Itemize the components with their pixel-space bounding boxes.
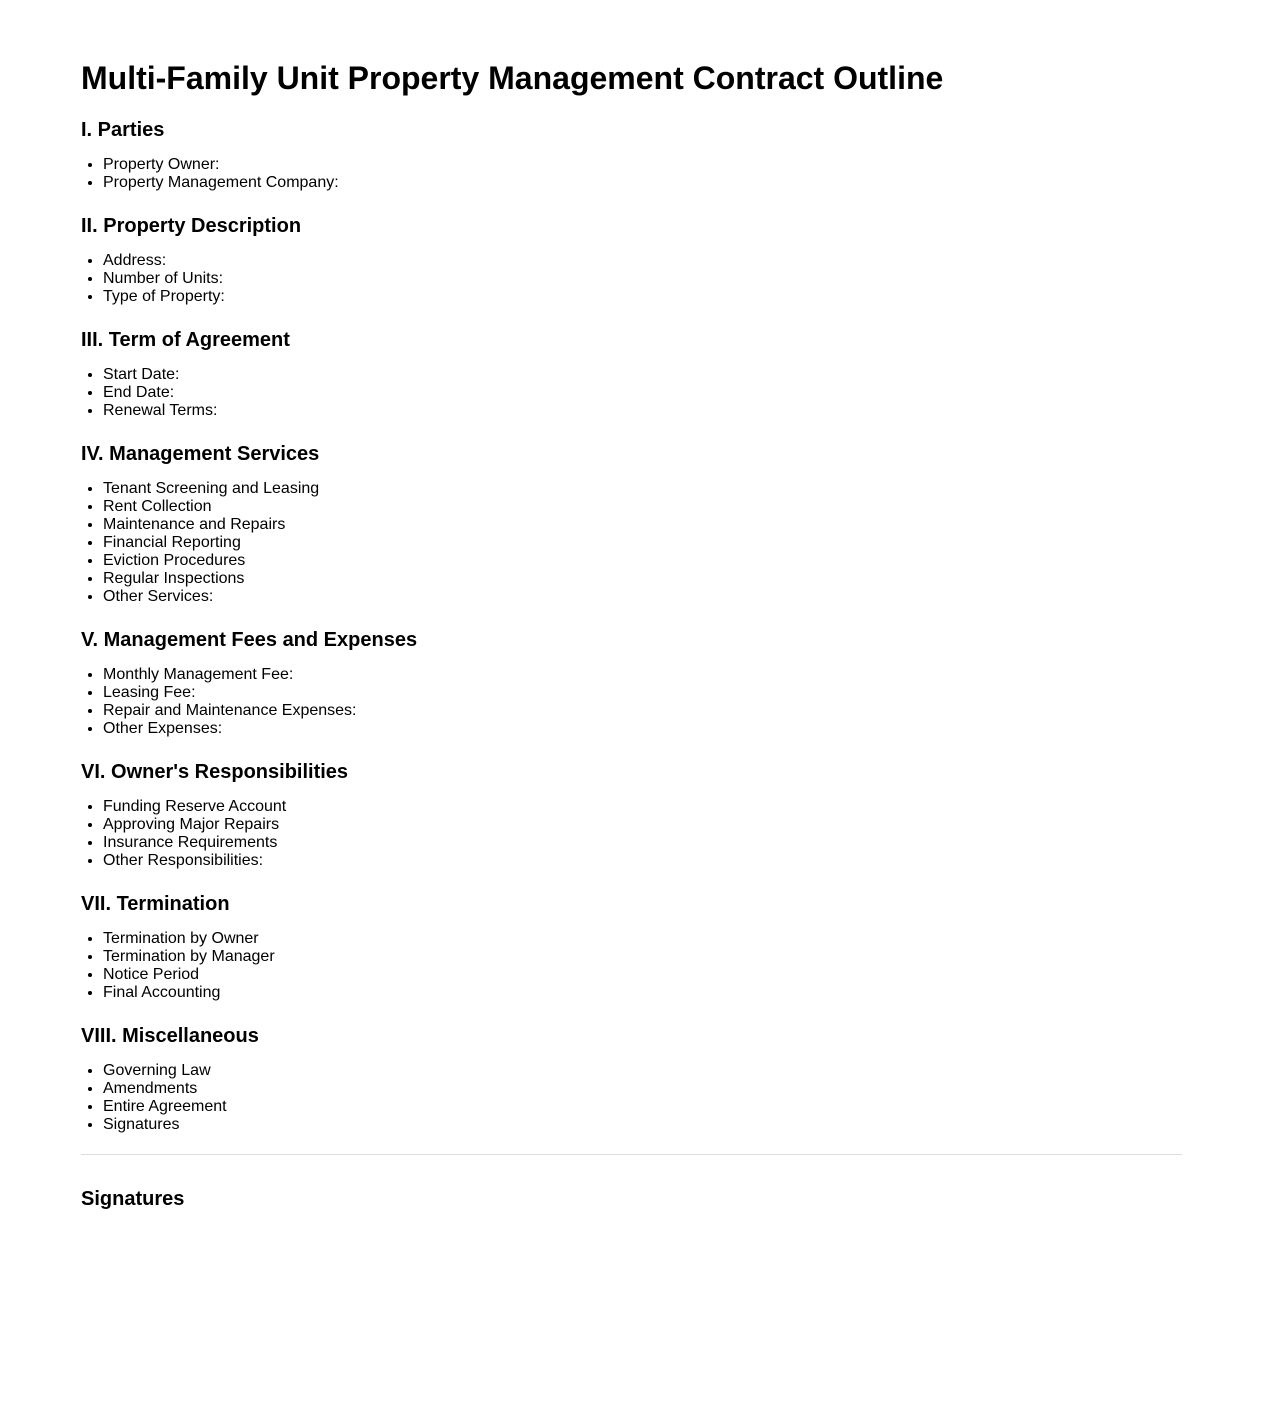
list-item: • Repair and Maintenance Expenses: — [103, 702, 1182, 720]
list-item: • Start Date: — [103, 366, 1182, 384]
list-item: • Notice Period — [103, 966, 1182, 984]
list-item: • Entire Agreement — [103, 1098, 1182, 1116]
list-item: • Termination by Manager — [103, 948, 1182, 966]
item-list — [81, 930, 1182, 1002]
list-item: • Funding Reserve Account — [103, 798, 1182, 816]
list-item: • Insurance Requirements — [103, 834, 1182, 852]
list-item: • Signatures — [103, 1116, 1182, 1134]
section-heading: II. Property Description — [81, 215, 302, 237]
section-miscellaneous — [81, 1022, 1182, 1134]
section-heading: VI. Owner's Responsibilities — [81, 761, 349, 783]
list-item: • Other Responsibilities: — [103, 852, 1182, 870]
list-item: • End Date: — [103, 384, 1182, 402]
list-item: • Maintenance and Repairs — [103, 516, 1182, 534]
list-item: • Rent Collection — [103, 498, 1182, 516]
section-fees-and-expenses — [81, 626, 1182, 738]
list-item: • Amendments — [103, 1080, 1182, 1098]
item-list — [81, 156, 1182, 192]
section-heading: I. Parties — [81, 119, 165, 141]
item-list — [81, 252, 1182, 306]
section-heading: IV. Management Services — [81, 443, 320, 465]
list-item: • Termination by Owner — [103, 930, 1182, 948]
list-item: • Regular Inspections — [103, 570, 1182, 588]
signatures-heading: Signatures — [81, 1188, 185, 1210]
divider — [81, 1154, 1182, 1155]
section-heading: III. Term of Agreement — [81, 329, 290, 351]
list-item: • Final Accounting — [103, 984, 1182, 1002]
item-list — [81, 480, 1182, 606]
list-item: • Property Management Company: — [103, 174, 1182, 192]
list-item: • Renewal Terms: — [103, 402, 1182, 420]
section-management-services — [81, 440, 1182, 606]
list-item: • Approving Major Repairs — [103, 816, 1182, 834]
list-item: • Property Owner: — [103, 156, 1182, 174]
section-owner-responsibilities — [81, 758, 1182, 870]
list-item: • Other Expenses: — [103, 720, 1182, 738]
list-item: • Address: — [103, 252, 1182, 270]
section-term-of-agreement — [81, 326, 1182, 420]
list-item: • Monthly Management Fee: — [103, 666, 1182, 684]
item-list — [81, 366, 1182, 420]
list-item: • Other Services: — [103, 588, 1182, 606]
section-parties — [81, 116, 1182, 192]
document — [81, 0, 1182, 1213]
section-termination — [81, 890, 1182, 1002]
list-item: • Governing Law — [103, 1062, 1182, 1080]
section-heading: VII. Termination — [81, 893, 230, 915]
section-heading: VIII. Miscellaneous — [81, 1025, 259, 1047]
item-list — [81, 798, 1182, 870]
list-item: • Leasing Fee: — [103, 684, 1182, 702]
page-title: Multi-Family Unit Property Management Contract Outline — [81, 60, 944, 96]
item-list — [81, 666, 1182, 738]
list-item: • Eviction Procedures — [103, 552, 1182, 570]
list-item: • Financial Reporting — [103, 534, 1182, 552]
list-item: • Type of Property: — [103, 288, 1182, 306]
item-list — [81, 1062, 1182, 1134]
section-property-description — [81, 212, 1182, 306]
list-item: • Tenant Screening and Leasing — [103, 480, 1182, 498]
section-heading: V. Management Fees and Expenses — [81, 629, 418, 651]
list-item: • Number of Units: — [103, 270, 1182, 288]
